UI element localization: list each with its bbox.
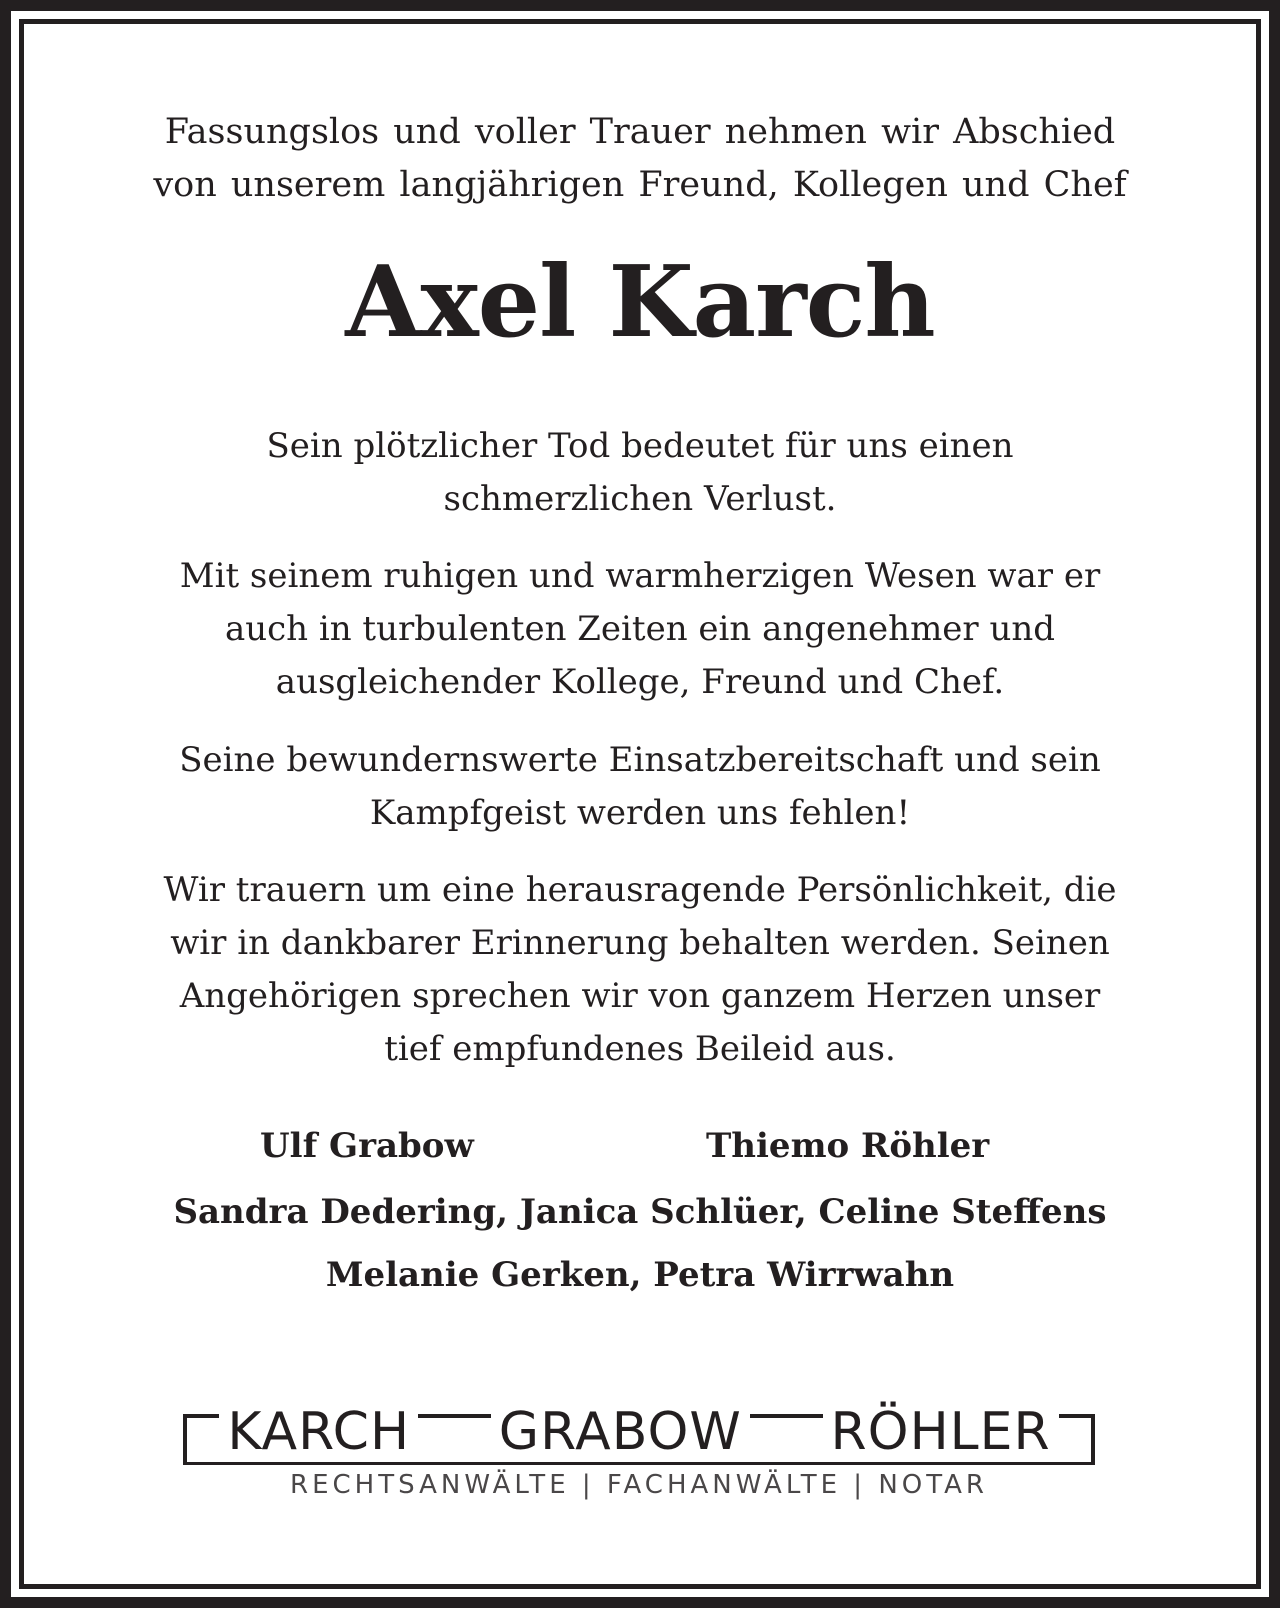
signature-staff-row: Melanie Gerken, Petra Wirrwahn [325,1255,955,1295]
paragraph-line: schmerzlichen Verlust. [443,479,837,519]
deceased-name: Axel Karch [345,245,935,360]
paragraph-line: Sein plötzlicher Tod bedeutet für uns einen [266,426,1014,466]
logo-name-grabow: GRABOW [491,1404,750,1460]
signature-partner-left: Ulf Grabow [260,1126,474,1166]
paragraph-line: tief empfundenes Beileid aus. [384,1029,896,1069]
intro-line: von unserem langjährigen Freund, Kollegen und Chef [153,165,1127,205]
intro-text [0,106,1280,212]
paragraph-line: Seine bewundernswerte Einsatzbereitschaft und sein [179,740,1101,780]
firm-logo [183,1402,1095,1500]
paragraph-line: Wir trauern um eine herausragende Persönlichkeit, die [163,870,1117,910]
paragraph-line: wir in dankbarer Erinnerung behalten werden. Seinen [170,923,1110,963]
paragraph-4 [0,864,1280,1076]
paragraph-line: Mit seinem ruhigen und warmherzigen Wesen war er [179,556,1101,596]
paragraph-3 [0,734,1280,840]
logo-name-roehler: RÖHLER [823,1404,1059,1460]
logo-border-bottom [183,1462,1095,1465]
logo-name-karch: KARCH [219,1404,418,1460]
logo-subtitle: RECHTSANWÄLTE | FACHANWÄLTE | NOTAR [290,1470,988,1500]
paragraph-line: Kampfgeist werden uns fehlen! [369,793,911,833]
paragraph-1 [0,420,1280,526]
paragraph-line: Angehörigen sprechen wir von ganzem Herzen unser [179,976,1101,1016]
paragraph-line: auch in turbulenten Zeiten ein angenehmer und [224,609,1056,649]
paragraph-line: ausgleichender Kollege, Freund und Chef. [275,662,1005,702]
logo-firm-names [183,1404,1095,1460]
paragraph-2 [0,550,1280,709]
signature-staff-row: Sandra Dedering, Janica Schlüer, Celine Steffens [173,1192,1107,1232]
intro-line: Fassungslos und voller Trauer nehmen wir Abschied [164,112,1116,152]
signature-partner-right: Thiemo Röhler [706,1126,990,1166]
